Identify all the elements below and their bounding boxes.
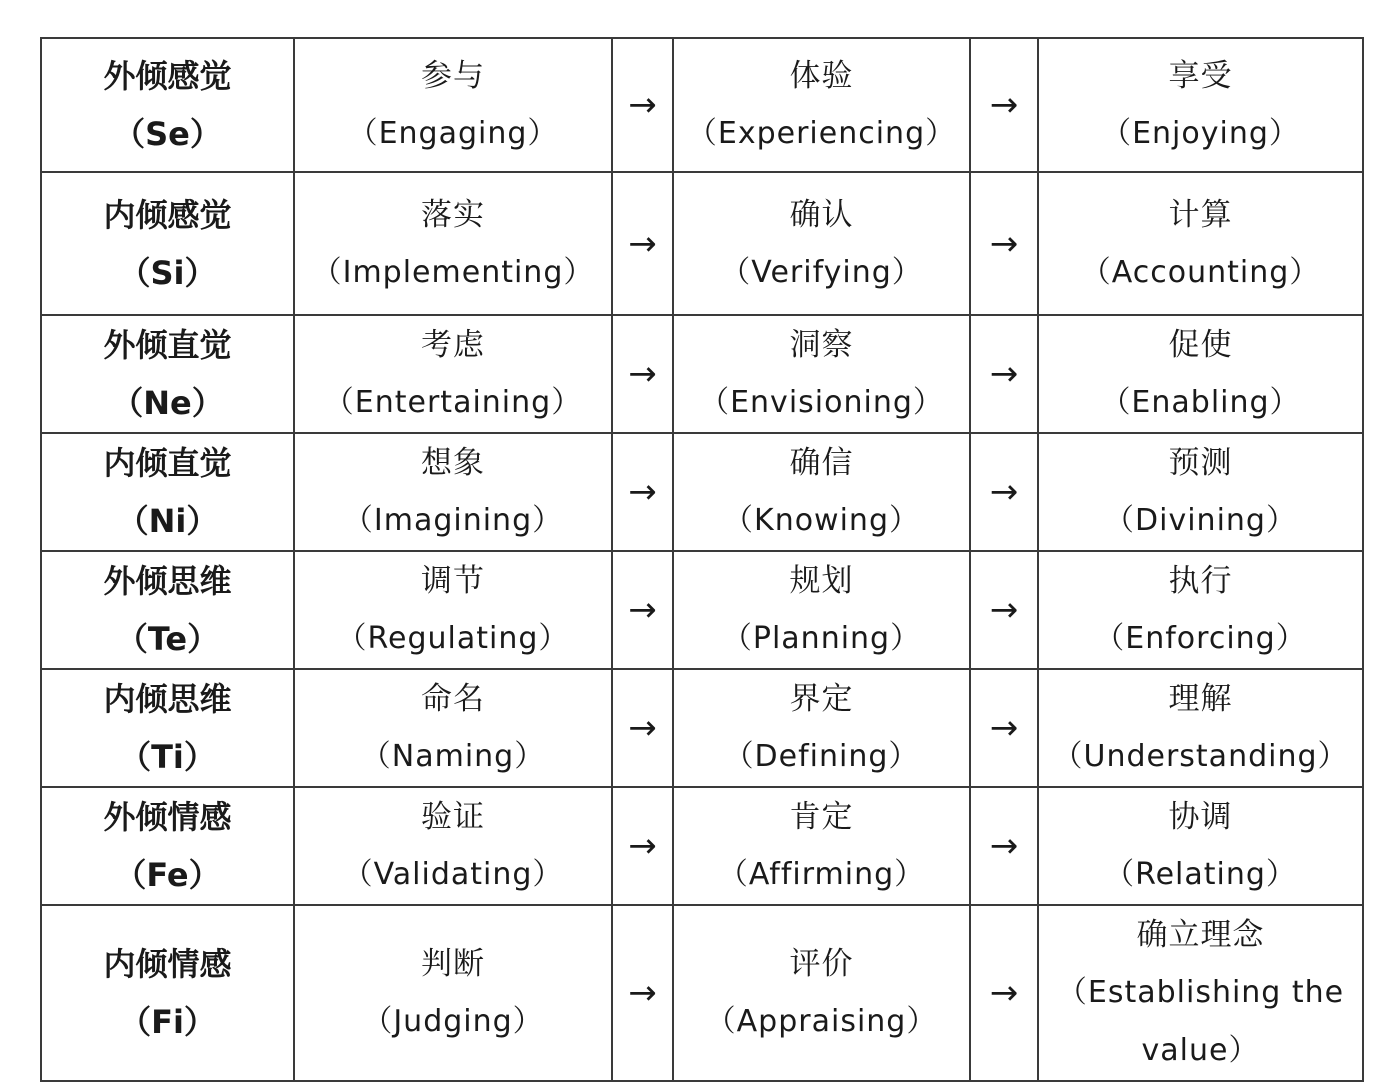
step-english: （Understanding） — [1052, 739, 1349, 774]
function-code: （Te） — [115, 620, 220, 658]
step-cell — [673, 787, 970, 905]
step-cell — [673, 433, 970, 551]
step-english: （Engaging） — [347, 116, 559, 151]
arrow-right-icon: → — [989, 826, 1019, 866]
step-chinese: 计算 — [1168, 196, 1233, 233]
step-chinese: 判断 — [421, 946, 485, 982]
function-code: （Fi） — [119, 1003, 216, 1041]
step-chinese: 确认 — [789, 196, 854, 233]
step-cell — [1038, 551, 1363, 669]
step-cell — [1038, 433, 1363, 551]
step-english: （Establishing the value） — [1056, 975, 1345, 1068]
table-row — [41, 315, 1363, 433]
arrow-cell — [970, 551, 1038, 669]
step-english: （Implementing） — [311, 254, 595, 290]
step-english: （Naming） — [360, 739, 546, 774]
function-code: （Fe） — [114, 856, 221, 894]
step-chinese: 想象 — [421, 445, 485, 481]
arrow-right-icon: → — [989, 472, 1019, 512]
table-row — [41, 787, 1363, 905]
step-english: （Regulating） — [336, 621, 570, 656]
step-chinese: 考虑 — [421, 327, 485, 363]
arrow-right-icon: → — [989, 354, 1019, 394]
step-chinese: 验证 — [421, 799, 485, 835]
step-english: （Affirming） — [717, 857, 926, 892]
function-name-cell — [41, 172, 294, 315]
step-chinese: 肯定 — [789, 799, 854, 835]
step-english: （Appraising） — [705, 1004, 938, 1039]
step-english: （Defining） — [723, 739, 920, 774]
step-chinese: 调节 — [421, 563, 485, 599]
function-name-cell — [41, 905, 294, 1081]
step-cell — [294, 669, 612, 787]
step-chinese: 规划 — [789, 563, 854, 599]
step-english: （Validating） — [342, 857, 564, 892]
function-name-cell — [41, 315, 294, 433]
arrow-cell — [612, 787, 673, 905]
step-cell — [1038, 172, 1363, 315]
table-row — [41, 38, 1363, 172]
step-english: （Enjoying） — [1101, 116, 1300, 151]
function-name: 外倾直觉 — [103, 326, 232, 364]
step-english: （Enabling） — [1100, 385, 1301, 420]
step-chinese: 体验 — [789, 58, 854, 94]
step-cell — [294, 551, 612, 669]
table-row — [41, 172, 1363, 315]
step-english: （Judging） — [362, 1004, 544, 1039]
arrow-cell — [970, 172, 1038, 315]
step-english: （Envisioning） — [699, 385, 944, 420]
arrow-cell — [612, 905, 673, 1081]
arrow-right-icon: → — [989, 85, 1019, 125]
function-name-cell — [41, 38, 294, 172]
function-name: 外倾思维 — [103, 562, 232, 600]
step-english: （Relating） — [1104, 857, 1297, 892]
arrow-right-icon: → — [628, 85, 657, 125]
step-chinese: 命名 — [421, 681, 485, 717]
step-cell — [673, 905, 970, 1081]
arrow-right-icon: → — [989, 973, 1019, 1013]
table-row — [41, 905, 1363, 1081]
step-chinese: 确信 — [789, 445, 854, 481]
step-cell — [1038, 38, 1363, 172]
step-english: （Imagining） — [342, 503, 564, 538]
step-cell — [673, 172, 970, 315]
step-cell — [294, 172, 612, 315]
function-code: （Ti） — [119, 738, 216, 776]
function-code: （Si） — [118, 253, 217, 292]
step-chinese: 执行 — [1168, 563, 1233, 599]
function-name: 内倾感觉 — [103, 195, 232, 234]
step-cell — [1038, 905, 1363, 1081]
step-english: （Experiencing） — [686, 116, 957, 151]
step-cell — [1038, 315, 1363, 433]
step-english: （Entertaining） — [323, 385, 583, 420]
step-cell — [1038, 787, 1363, 905]
arrow-cell — [970, 315, 1038, 433]
arrow-cell — [612, 433, 673, 551]
step-english: （Divining） — [1104, 503, 1297, 538]
step-chinese: 促使 — [1168, 327, 1233, 363]
step-chinese: 预测 — [1168, 445, 1233, 481]
arrow-cell — [612, 315, 673, 433]
function-name-cell — [41, 787, 294, 905]
step-english: （Knowing） — [723, 503, 920, 538]
step-chinese: 确立理念 — [1136, 917, 1265, 953]
function-name: 内倾思维 — [103, 680, 232, 718]
arrow-right-icon: → — [989, 590, 1019, 630]
step-cell — [673, 669, 970, 787]
arrow-right-icon: → — [628, 826, 657, 866]
step-cell — [673, 315, 970, 433]
function-name: 外倾感觉 — [103, 57, 232, 95]
step-english: （Verifying） — [720, 254, 923, 290]
arrow-right-icon: → — [628, 973, 657, 1013]
function-name-cell — [41, 433, 294, 551]
arrow-cell — [970, 38, 1038, 172]
arrow-right-icon: → — [989, 223, 1019, 264]
arrow-cell — [612, 38, 673, 172]
arrow-right-icon: → — [628, 590, 657, 630]
step-cell — [294, 787, 612, 905]
step-chinese: 界定 — [789, 681, 854, 717]
arrow-cell — [970, 905, 1038, 1081]
function-code: （Ne） — [111, 384, 224, 422]
step-chinese: 协调 — [1168, 799, 1233, 835]
table-row — [41, 433, 1363, 551]
function-name: 内倾情感 — [103, 945, 232, 983]
arrow-right-icon: → — [628, 472, 657, 512]
step-cell — [673, 551, 970, 669]
arrow-cell — [612, 551, 673, 669]
function-name-cell — [41, 551, 294, 669]
function-code: （Ni） — [116, 502, 219, 540]
step-cell — [294, 905, 612, 1081]
step-cell — [1038, 669, 1363, 787]
arrow-right-icon: → — [628, 708, 657, 748]
function-name-cell — [41, 669, 294, 787]
step-chinese: 洞察 — [789, 327, 854, 363]
step-cell — [294, 38, 612, 172]
arrow-right-icon: → — [628, 223, 657, 264]
function-code: （Se） — [113, 115, 222, 153]
table-row — [41, 551, 1363, 669]
step-chinese: 评价 — [789, 946, 854, 982]
step-cell — [673, 38, 970, 172]
table-row — [41, 669, 1363, 787]
arrow-cell — [612, 669, 673, 787]
arrow-cell — [970, 433, 1038, 551]
step-chinese: 享受 — [1168, 58, 1233, 94]
function-process-table — [40, 37, 1364, 1082]
function-name: 内倾直觉 — [103, 444, 232, 482]
step-chinese: 落实 — [421, 196, 485, 233]
arrow-cell — [970, 787, 1038, 905]
step-english: （Planning） — [721, 621, 922, 656]
step-chinese: 理解 — [1168, 681, 1233, 717]
arrow-right-icon: → — [628, 354, 657, 394]
arrow-right-icon: → — [989, 708, 1019, 748]
arrow-cell — [612, 172, 673, 315]
arrow-cell — [970, 669, 1038, 787]
step-cell — [294, 315, 612, 433]
step-cell — [294, 433, 612, 551]
step-english: （Enforcing） — [1094, 621, 1307, 656]
step-chinese: 参与 — [421, 58, 485, 94]
step-english: （Accounting） — [1080, 254, 1321, 290]
function-name: 外倾情感 — [103, 798, 232, 836]
